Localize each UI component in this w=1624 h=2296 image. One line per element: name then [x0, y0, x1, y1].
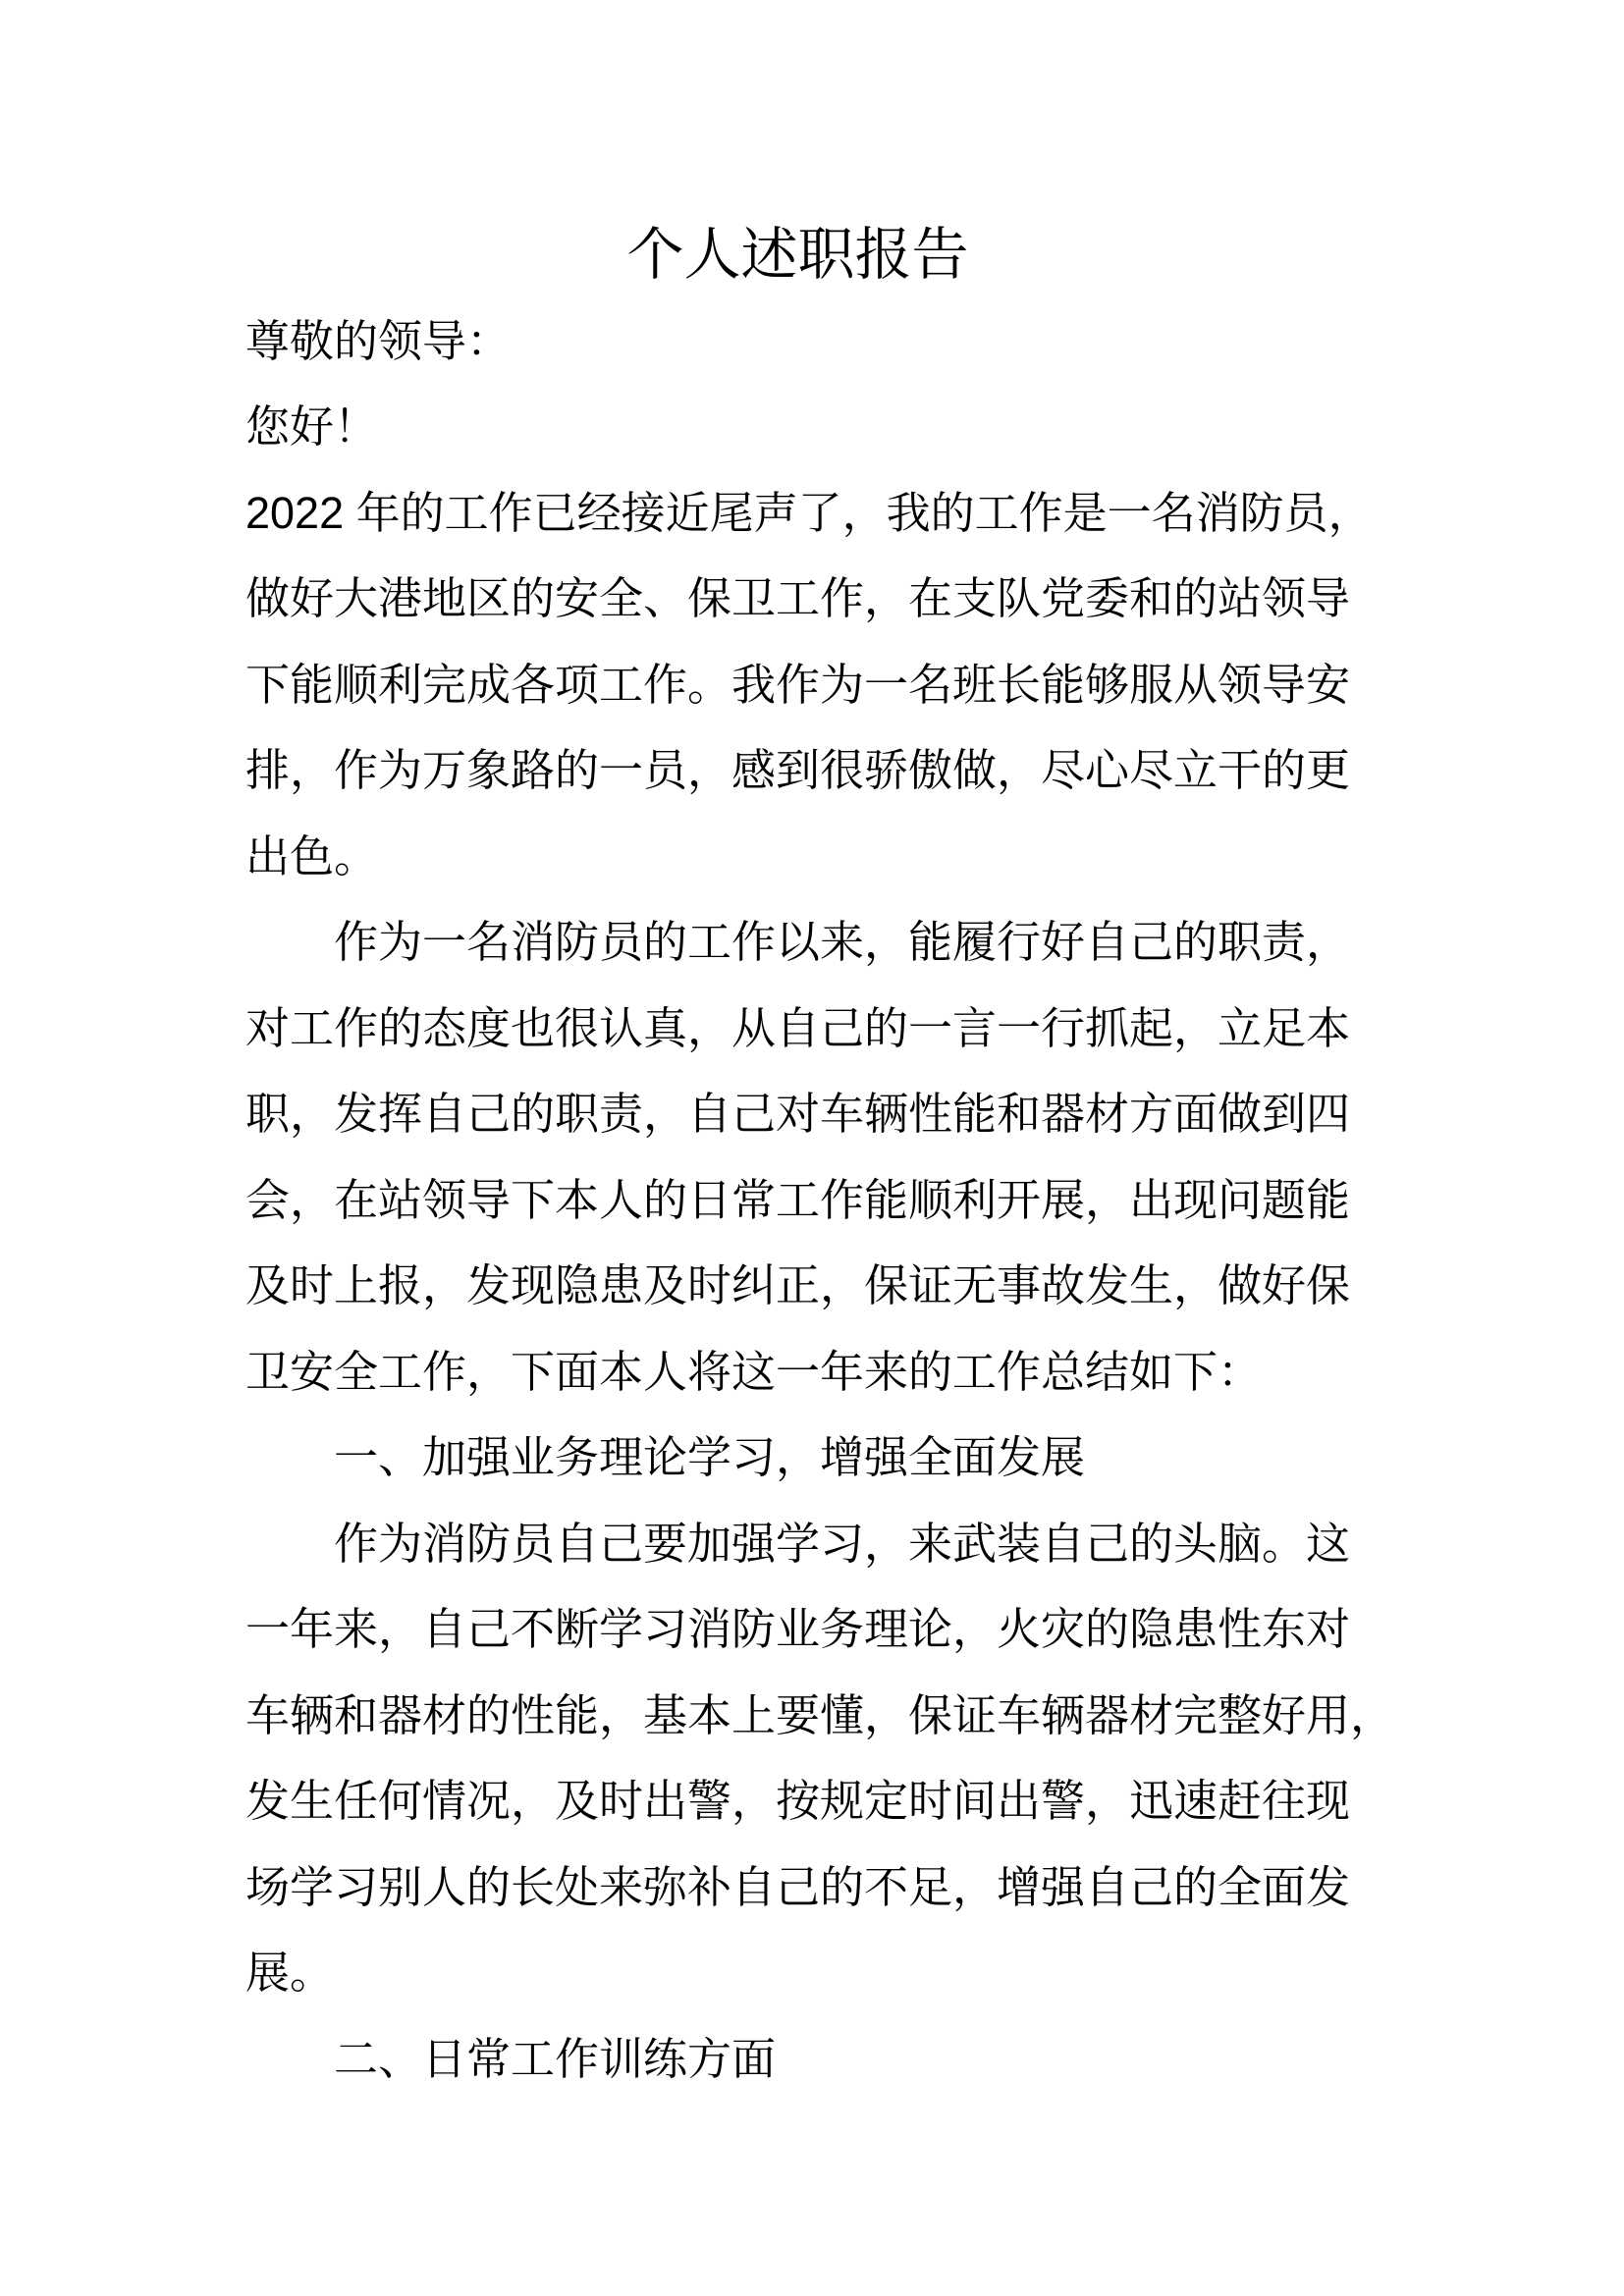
text-line: 车辆和器材的性能，基本上要懂，保证车辆器材完整好用，	[245, 1689, 1395, 1740]
text-line: 尊敬的领导：	[245, 315, 512, 366]
text-line: 下能顺利完成各项工作。我作为一名班长能够服从领导安	[245, 659, 1351, 710]
document-title: 个人述职报告	[626, 223, 969, 287]
text-line: 及时上报，发现隐患及时纠正，保证无事故发生，做好保	[245, 1260, 1351, 1310]
text-line: 2022 年的工作已经接近尾声了，我的工作是一名消防员，	[245, 487, 1373, 538]
text-line: 一、加强业务理论学习，增强全面发展	[334, 1432, 1086, 1482]
text-line: 会，在站领导下本人的日常工作能顺利开展，出现问题能	[245, 1174, 1351, 1225]
text-line: 场学习别人的长处来弥补自己的不足，增强自己的全面发	[245, 1861, 1351, 1912]
text-line: 排，作为万象路的一员，感到很骄傲做，尽心尽立干的更	[245, 745, 1351, 795]
text-line: 发生任何情况，及时出警，按规定时间出警，迅速赶往现	[245, 1776, 1351, 1826]
text-line: 出色。	[245, 830, 379, 881]
text-line: 职，发挥自己的职责，自己对车辆性能和器材方面做到四	[245, 1089, 1351, 1139]
text-line: 卫安全工作，下面本人将这一年来的工作总结如下：	[245, 1346, 1263, 1397]
text-line: 您好！	[245, 401, 379, 452]
document-body	[245, 298, 1395, 2103]
text-line: 二、日常工作训练方面	[334, 2033, 777, 2084]
text-line: 展。	[245, 1948, 335, 1998]
text-line: 作为消防员自己要加强学习，来武装自己的头脑。这	[334, 1518, 1351, 1569]
text-line: 对工作的态度也很认真，从自己的一言一行抓起，立足本	[245, 1002, 1351, 1053]
text-line: 作为一名消防员的工作以来，能履行好自己的职责，	[334, 917, 1351, 967]
text-line: 一年来，自己不断学习消防业务理论，火灾的隐患性东对	[245, 1604, 1351, 1654]
text-line: 做好大港地区的安全、保卫工作，在支队党委和的站领导	[245, 573, 1351, 623]
